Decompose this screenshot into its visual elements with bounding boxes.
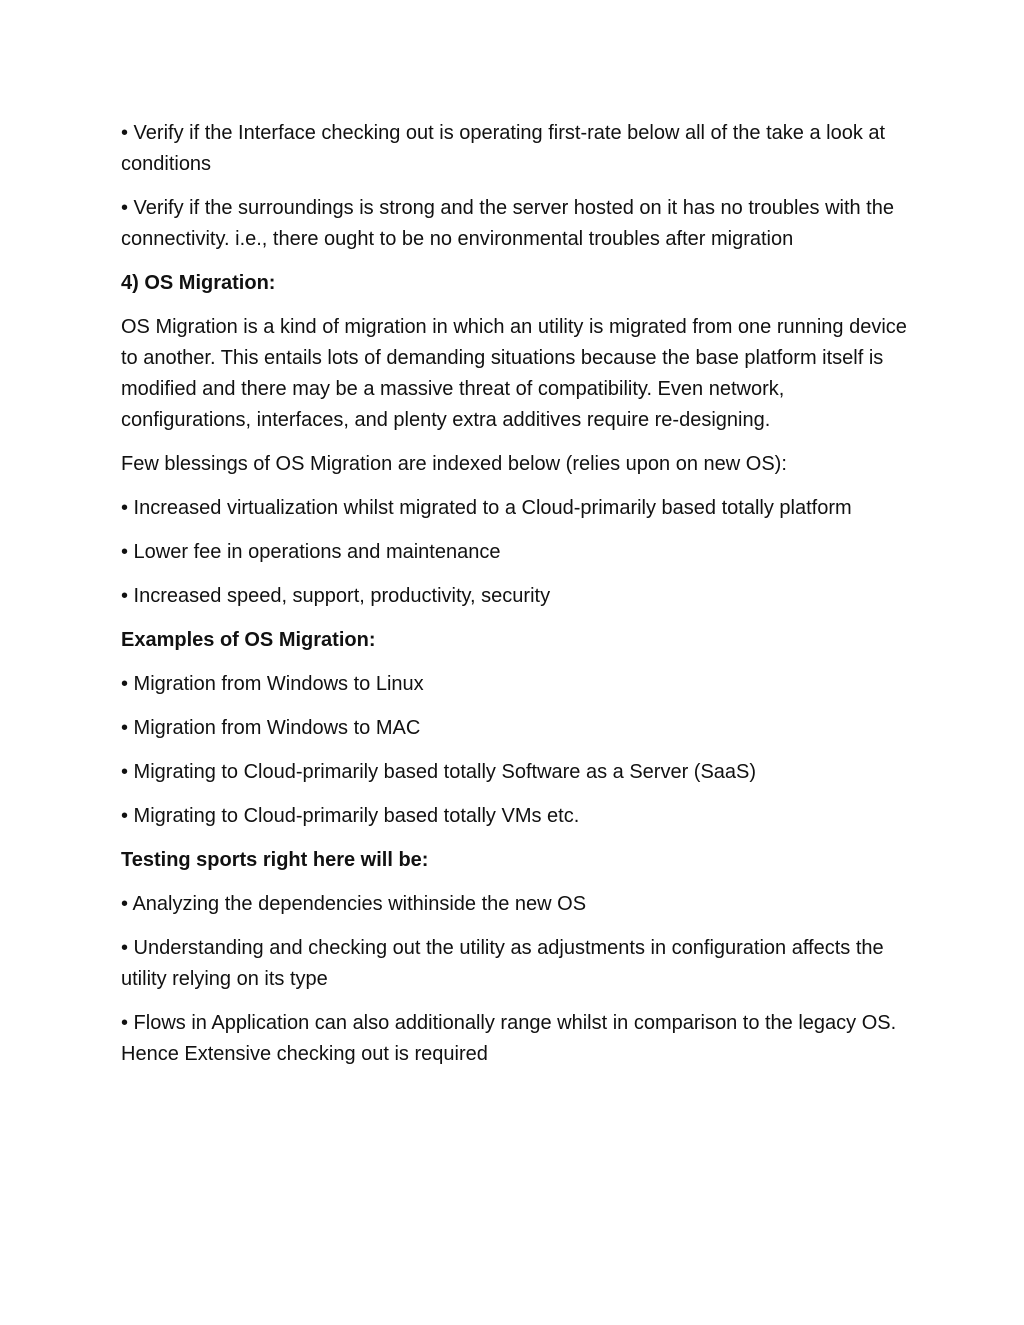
example-item: • Migrating to Cloud-primarily based totally Software as a Server (SaaS) — [121, 761, 757, 783]
benefit-item: • Increased speed, support, productivity, security — [121, 585, 551, 607]
example-item: • Migration from Windows to Linux — [121, 673, 424, 695]
benefit-item: • Increased virtualization whilst migrated to a Cloud-primarily based totally platform — [121, 497, 852, 519]
testing-item: • Understanding and checking out the utility as adjustments in configuration affects the utility relying on its type — [121, 937, 884, 990]
testing-heading: Testing sports right here will be: — [121, 849, 429, 871]
testing-item: • Analyzing the dependencies withinside the new OS — [121, 893, 587, 915]
section-heading: 4) OS Migration: — [121, 272, 276, 294]
examples-heading: Examples of OS Migration: — [121, 629, 376, 651]
example-item: • Migration from Windows to MAC — [121, 717, 421, 739]
bullet-item: • Verify if the Interface checking out is operating first-rate below all of the take a look at conditions — [121, 122, 886, 175]
bullet-item: • Verify if the surroundings is strong and the server hosted on it has no troubles with the connectivity. i.e., there ought to be no environmental troubles after migration — [121, 197, 894, 250]
section-paragraph: OS Migration is a kind of migration in which an utility is migrated from one running device to another. This entails lots of demanding situations because the base platform itself is modified and there may be a massive threat of compatibility. Even network, configurations, interfaces, and plenty extra additives require re-designing. — [121, 316, 907, 431]
testing-item: • Flows in Application can also additionally range whilst in comparison to the legacy OS. Hence Extensive checking out is required — [121, 1012, 897, 1065]
benefit-item: • Lower fee in operations and maintenance — [121, 541, 501, 563]
document-body — [121, 118, 911, 1083]
benefits-intro: Few blessings of OS Migration are indexed below (relies upon on new OS): — [121, 453, 787, 475]
example-item: • Migrating to Cloud-primarily based totally VMs etc. — [121, 805, 580, 827]
